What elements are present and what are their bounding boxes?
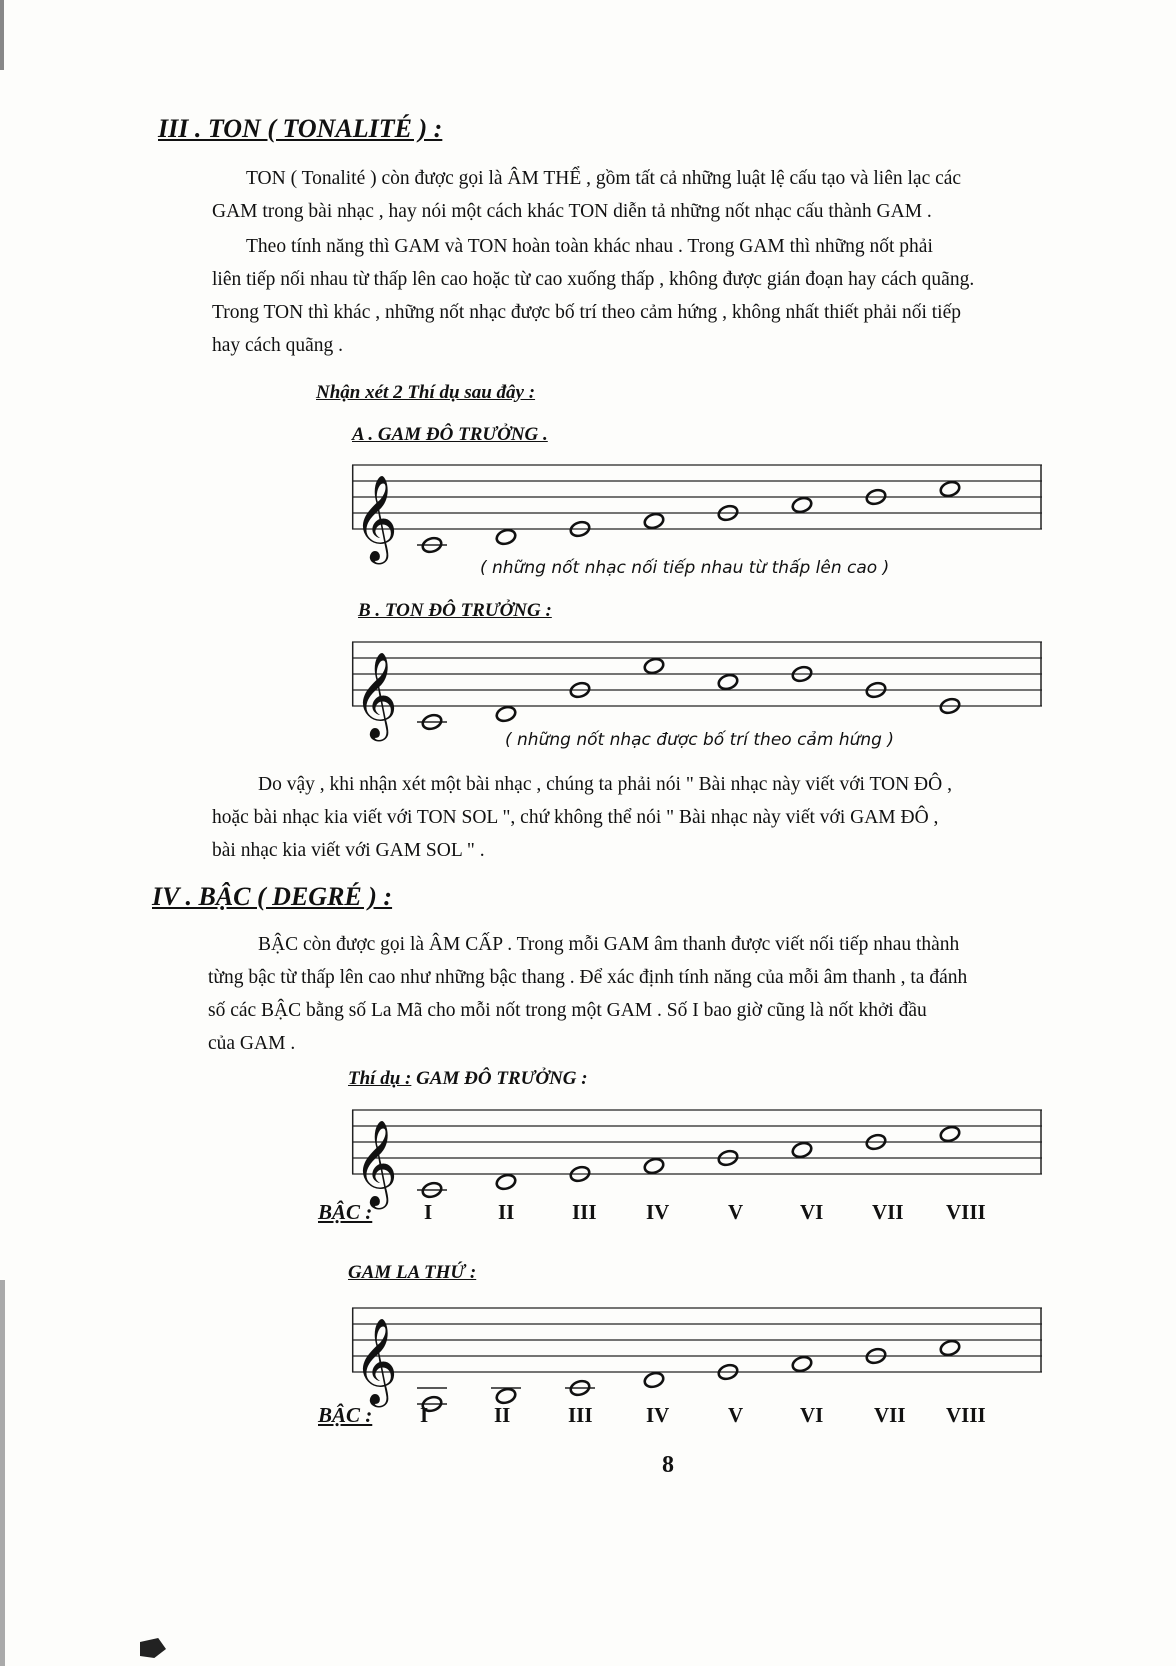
degree-viii: VIII bbox=[946, 1403, 986, 1427]
treble-clef-icon: 𝄞 bbox=[354, 1318, 398, 1404]
staff-gam-la-thu bbox=[352, 1298, 1042, 1404]
scan-edge-left-lower bbox=[0, 1280, 5, 1666]
staff-gam-do-truong bbox=[352, 455, 1042, 561]
text-line: hay cách quãng . bbox=[212, 335, 344, 356]
degree-iv: IV bbox=[646, 1200, 670, 1224]
text-line: liên tiếp nối nhau từ thấp lên cao hoặc từ cao xuống thấp , không được gián đoạn hay cách quãng. bbox=[212, 269, 975, 290]
scan-edge-left bbox=[0, 0, 4, 70]
section-iv-paragraph bbox=[208, 928, 967, 1060]
section-iii-paragraph-2 bbox=[212, 230, 974, 362]
text-line: của GAM . bbox=[208, 1033, 296, 1054]
degree-iii: III bbox=[568, 1403, 593, 1427]
text-line: Theo tính năng thì GAM và TON hoàn toàn khác nhau . Trong GAM thì những nốt phải bbox=[246, 236, 933, 257]
text-line: BẬC còn được gọi là ÂM CẤP . Trong mỗi GAM âm thanh được viết nối tiếp nhau thành bbox=[258, 934, 960, 955]
staff-gam-do-truong-degrees bbox=[352, 1100, 1042, 1206]
note-head bbox=[791, 1355, 813, 1373]
text-line: Trong TON thì khác , những nốt nhạc được bố trí theo cảm hứng , không nhất thiết phải nối tiếp bbox=[212, 302, 961, 323]
whole-note bbox=[417, 713, 447, 731]
example-b-title: B . TON ĐÔ TRƯỞNG : bbox=[358, 600, 552, 621]
whole-note bbox=[643, 657, 665, 675]
degree-vi: VI bbox=[800, 1403, 824, 1427]
degree-vi: VI bbox=[800, 1200, 824, 1224]
treble-clef-icon: 𝄞 bbox=[354, 475, 398, 561]
whole-note bbox=[417, 1181, 447, 1199]
degree-row-2 bbox=[318, 1403, 1018, 1433]
staff-ton-do-truong bbox=[352, 632, 1042, 738]
degree-v: V bbox=[728, 1403, 744, 1427]
example-1-title bbox=[348, 1068, 588, 1090]
note-head bbox=[939, 480, 961, 498]
text-line: TON ( Tonalité ) còn được gọi là ÂM THỂ , gồm tất cả những luật lệ cấu tạo và liên lạc các bbox=[246, 168, 962, 189]
whole-note bbox=[939, 1125, 961, 1143]
text-line: Do vậy , khi nhận xét một bài nhạc , chúng ta phải nói " Bài nhạc này viết với TON ĐÔ , bbox=[258, 774, 952, 795]
note-head bbox=[939, 1125, 961, 1143]
note-head bbox=[643, 657, 665, 675]
note-head bbox=[495, 705, 517, 723]
whole-note bbox=[417, 536, 447, 554]
examples-title: Nhận xét 2 Thí dụ sau đây : bbox=[316, 382, 536, 403]
page-number: 8 bbox=[662, 1452, 674, 1478]
degree-viii: VIII bbox=[946, 1200, 986, 1224]
example-a-caption: ( những nốt nhạc nối tiếp nhau từ thấp lên cao ) bbox=[480, 558, 890, 578]
staff-lines bbox=[352, 1308, 1042, 1372]
staff-lines bbox=[352, 465, 1042, 529]
staff-lines bbox=[352, 1110, 1042, 1174]
section-iii-heading: III . TON ( TONALITÉ ) : bbox=[158, 114, 443, 143]
degree-row-1 bbox=[318, 1200, 1018, 1230]
example-2-title: GAM LA THỨ : bbox=[348, 1262, 477, 1283]
note-head bbox=[643, 1371, 665, 1389]
whole-note bbox=[939, 480, 961, 498]
treble-clef-icon: 𝄞 bbox=[354, 652, 398, 738]
note-head bbox=[791, 1141, 813, 1159]
text-line: số các BẬC bằng số La Mã cho mỗi nốt trong một GAM . Số I bao giờ cũng là nốt khởi đầu bbox=[208, 1000, 927, 1021]
text-line: hoặc bài nhạc kia viết với TON SOL ", chứ không thể nói " Bài nhạc này viết với GAM ĐÔ , bbox=[212, 807, 939, 828]
degree-i: I bbox=[420, 1403, 429, 1427]
degree-ii: II bbox=[494, 1403, 511, 1427]
whole-note bbox=[791, 1141, 813, 1159]
whole-note bbox=[643, 1157, 665, 1175]
whole-note bbox=[495, 705, 517, 723]
note-head bbox=[643, 1157, 665, 1175]
degree-i: I bbox=[424, 1200, 433, 1224]
text-line: từng bậc từ thấp lên cao như những bậc thang . Để xác định tính năng của mỗi âm thanh , ta đánh bbox=[208, 967, 968, 988]
note-head bbox=[643, 512, 665, 530]
degree-vii: VII bbox=[874, 1403, 906, 1427]
degree-iii: III bbox=[572, 1200, 597, 1224]
staff-lines bbox=[352, 642, 1042, 706]
note-head bbox=[717, 673, 739, 691]
degree-ii: II bbox=[498, 1200, 515, 1224]
text-line: GAM trong bài nhạc , hay nói một cách khác TON diễn tả những nốt nhạc cấu thành GAM . bbox=[212, 201, 932, 222]
example-a-title: A . GAM ĐÔ TRƯỞNG . bbox=[352, 424, 548, 445]
example-label: Thí dụ : bbox=[348, 1068, 412, 1089]
degree-v: V bbox=[728, 1200, 744, 1224]
whole-note bbox=[939, 1339, 961, 1357]
whole-note bbox=[717, 673, 739, 691]
whole-note bbox=[791, 1355, 813, 1373]
degree-label: BẬC : bbox=[318, 1200, 373, 1224]
degree-iv: IV bbox=[646, 1403, 670, 1427]
example-1-scale: GAM ĐÔ TRƯỞNG : bbox=[416, 1068, 588, 1089]
example-b-caption: ( những nốt nhạc được bố trí theo cảm hứng ) bbox=[505, 730, 894, 750]
whole-note bbox=[643, 512, 665, 530]
whole-note bbox=[495, 1173, 517, 1191]
whole-note bbox=[565, 1379, 595, 1397]
note-head bbox=[495, 528, 517, 546]
section-iii-paragraph-1 bbox=[212, 162, 961, 228]
text-line: bài nhạc kia viết với GAM SOL " . bbox=[212, 840, 485, 861]
whole-note bbox=[643, 1371, 665, 1389]
whole-note bbox=[791, 496, 813, 514]
degree-vii: VII bbox=[872, 1200, 904, 1224]
corner-mark bbox=[140, 1638, 166, 1658]
conclusion-paragraph bbox=[212, 768, 952, 867]
degree-label: BẬC : bbox=[318, 1403, 373, 1427]
treble-clef-icon: 𝄞 bbox=[354, 1120, 398, 1206]
note-head bbox=[791, 496, 813, 514]
whole-note bbox=[495, 528, 517, 546]
note-head bbox=[495, 1173, 517, 1191]
note-head bbox=[939, 1339, 961, 1357]
section-iv-heading: IV . BẬC ( DEGRÉ ) : bbox=[152, 882, 393, 911]
